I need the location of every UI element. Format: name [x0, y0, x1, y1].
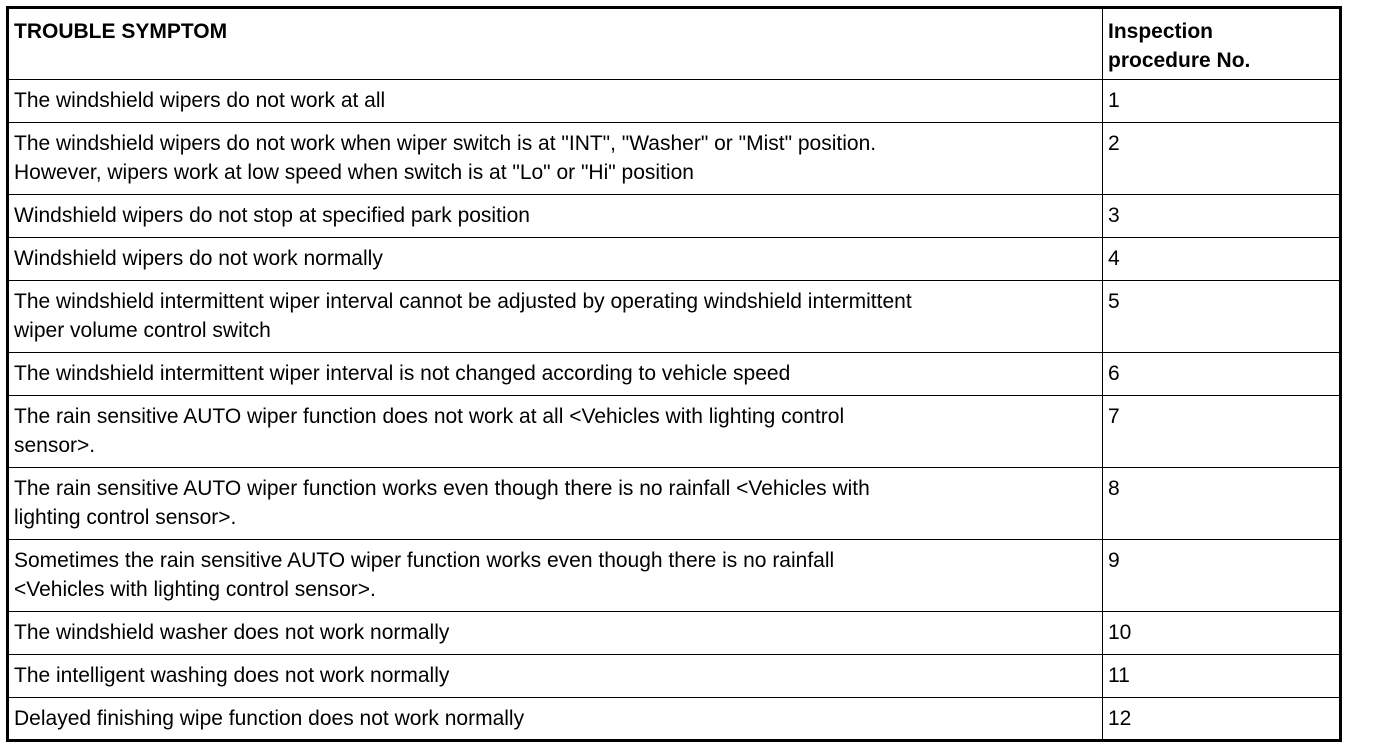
procedure-cell — [1103, 612, 1341, 655]
symptom-cell — [8, 698, 1103, 741]
procedure-number: 7 — [1108, 405, 1120, 428]
table-row — [8, 123, 1341, 195]
symptom-text-line1: Sometimes the rain sensitive AUTO wiper function works even though there is no rainfall — [14, 549, 835, 572]
symptom-cell — [8, 281, 1103, 353]
trouble-symptom-table — [6, 6, 1342, 742]
symptom-text-line1: The rain sensitive AUTO wiper function does not work at all <Vehicles with lighting control — [14, 405, 845, 428]
symptom-cell — [8, 468, 1103, 540]
symptom-text: The windshield intermittent wiper interval is not changed according to vehicle speed — [14, 362, 791, 385]
procedure-number: 3 — [1108, 204, 1120, 227]
header-trouble-symptom — [8, 8, 1103, 80]
table-row — [8, 195, 1341, 238]
procedure-cell — [1103, 123, 1341, 195]
procedure-number: 6 — [1108, 362, 1120, 385]
symptom-text-line2: sensor>. — [14, 434, 96, 457]
symptom-text-line2: <Vehicles with lighting control sensor>. — [14, 578, 376, 601]
symptom-cell — [8, 123, 1103, 195]
procedure-cell — [1103, 698, 1341, 741]
procedure-cell — [1103, 468, 1341, 540]
symptom-text: The intelligent washing does not work normally — [14, 664, 450, 687]
procedure-cell — [1103, 80, 1341, 123]
procedure-cell — [1103, 655, 1341, 698]
symptom-text-line2: However, wipers work at low speed when switch is at "Lo" or "Hi" position — [14, 161, 694, 184]
header-procedure-line2: procedure No. — [1108, 49, 1251, 72]
symptom-text: Windshield wipers do not stop at specified park position — [14, 204, 530, 227]
symptom-text: Windshield wipers do not work normally — [14, 247, 383, 270]
symptom-text: The windshield washer does not work normally — [14, 621, 450, 644]
procedure-number: 8 — [1108, 477, 1120, 500]
table-row — [8, 353, 1341, 396]
header-procedure-line1: Inspection — [1108, 20, 1214, 43]
symptom-text-line2: wiper volume control switch — [14, 319, 271, 342]
symptom-cell — [8, 238, 1103, 281]
procedure-cell — [1103, 195, 1341, 238]
procedure-cell — [1103, 353, 1341, 396]
symptom-cell — [8, 353, 1103, 396]
symptom-cell — [8, 195, 1103, 238]
procedure-number: 1 — [1108, 89, 1120, 112]
table-row — [8, 540, 1341, 612]
symptom-cell — [8, 612, 1103, 655]
procedure-cell — [1103, 238, 1341, 281]
procedure-number: 9 — [1108, 549, 1120, 572]
table-row — [8, 655, 1341, 698]
symptom-text-line1: The rain sensitive AUTO wiper function works even though there is no rainfall <Vehicles with — [14, 477, 870, 500]
table-header-row — [8, 8, 1341, 80]
table-row — [8, 238, 1341, 281]
procedure-number: 5 — [1108, 290, 1120, 313]
procedure-cell — [1103, 396, 1341, 468]
symptom-cell — [8, 396, 1103, 468]
table-row — [8, 698, 1341, 741]
symptom-text: Delayed finishing wipe function does not work normally — [14, 707, 525, 730]
procedure-number: 10 — [1108, 621, 1132, 644]
header-trouble-symptom-label: TROUBLE SYMPTOM — [14, 20, 228, 43]
symptom-text-line2: lighting control sensor>. — [14, 506, 237, 529]
symptom-cell — [8, 80, 1103, 123]
procedure-number: 12 — [1108, 707, 1132, 730]
symptom-text-line1: The windshield wipers do not work when wiper switch is at "INT", "Washer" or "Mist" position. — [14, 132, 877, 155]
procedure-number: 11 — [1108, 664, 1130, 687]
table-row — [8, 396, 1341, 468]
procedure-number: 4 — [1108, 247, 1120, 270]
procedure-number: 2 — [1108, 132, 1120, 155]
table-row — [8, 80, 1341, 123]
symptom-cell — [8, 540, 1103, 612]
table-row — [8, 281, 1341, 353]
symptom-cell — [8, 655, 1103, 698]
header-inspection-procedure — [1103, 8, 1341, 80]
procedure-cell — [1103, 540, 1341, 612]
procedure-cell — [1103, 281, 1341, 353]
document-page — [6, 6, 1342, 742]
table-row — [8, 468, 1341, 540]
symptom-text-line1: The windshield intermittent wiper interval cannot be adjusted by operating windshield intermittent — [14, 290, 912, 313]
table-row — [8, 612, 1341, 655]
symptom-text: The windshield wipers do not work at all — [14, 89, 386, 112]
